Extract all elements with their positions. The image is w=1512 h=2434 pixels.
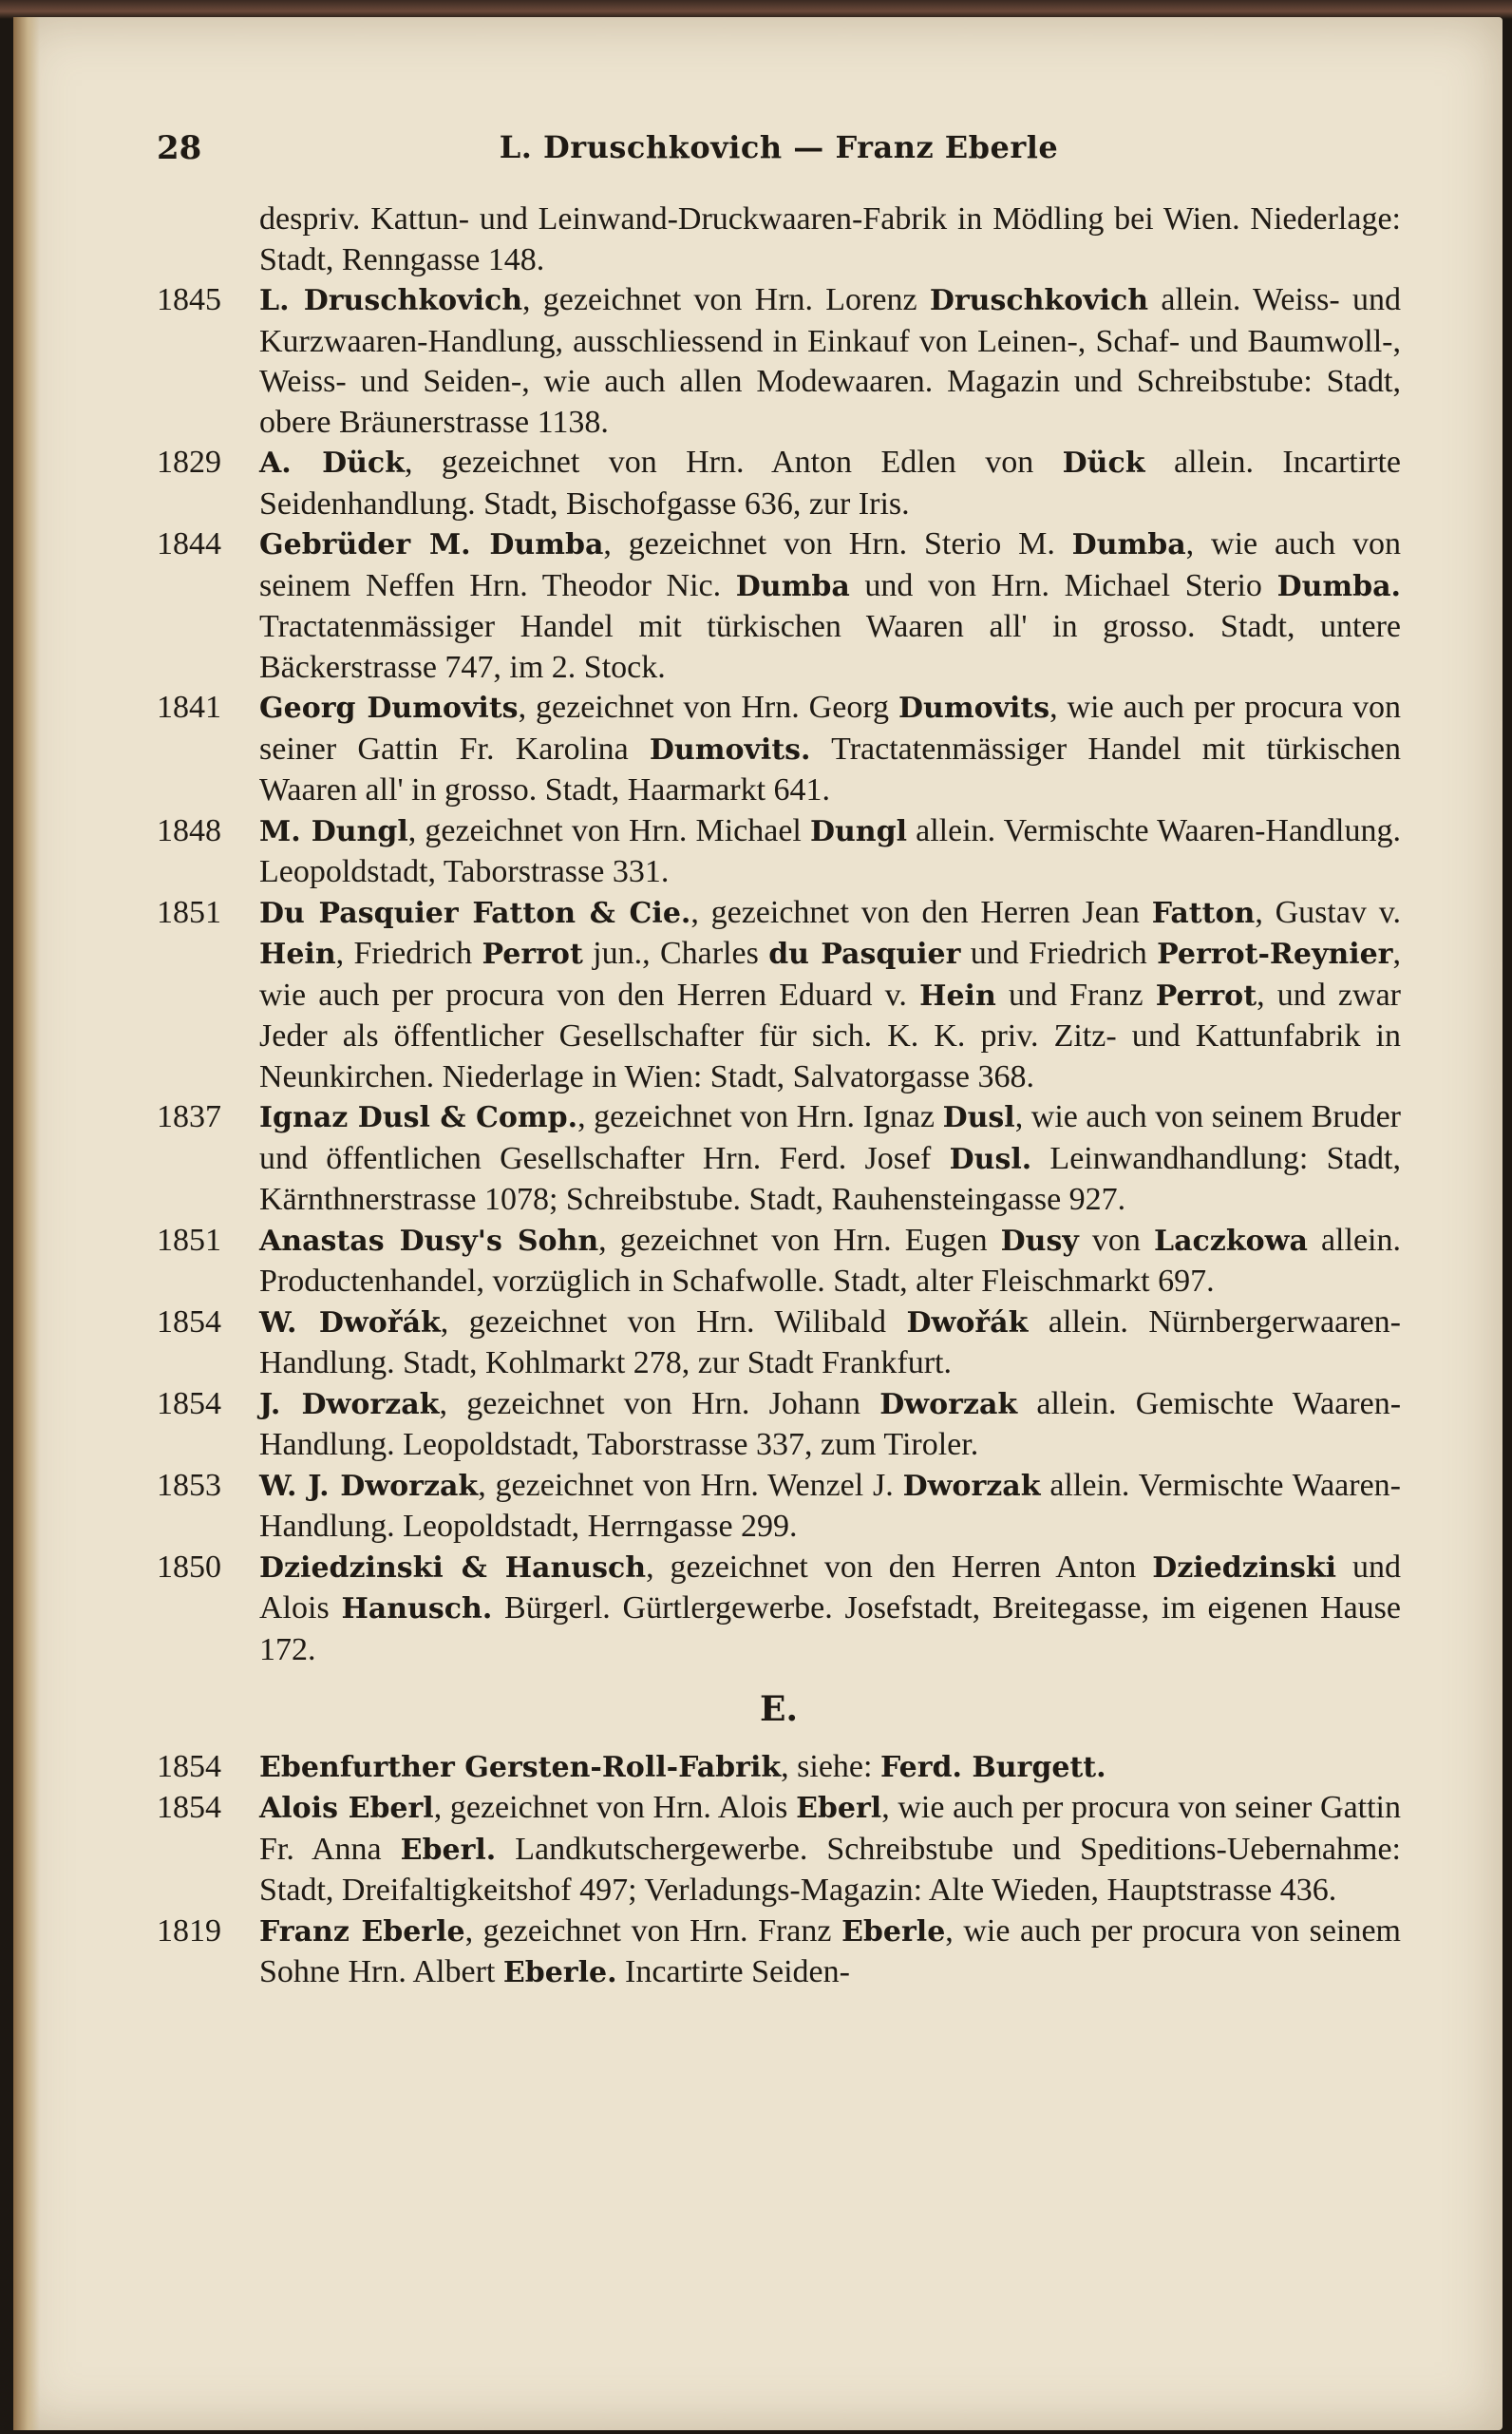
entry-segment: Leinwandhandlung: Stadt, Kärnthnerstrasse 1078; Schreibstube. Stadt, Rauhensteingasse 927. — [259, 1140, 1401, 1217]
entry-segment: , gezeichnet von Hrn. Wilibald — [440, 1303, 907, 1340]
entry-segment: allein. Nürnbergerwaaren-Handlung. Stadt, Kohlmarkt 278, zur Stadt Frankfurt. — [259, 1303, 1401, 1380]
firm-name: Dusl. — [949, 1142, 1032, 1176]
entry-segment: , gezeichnet von Hrn. Lorenz — [522, 282, 930, 317]
directory-entry — [157, 1466, 1401, 1548]
firm-name: Dungl — [809, 814, 907, 848]
entry-segment: und Friedrich — [960, 936, 1158, 971]
firm-name: Dück — [1062, 447, 1145, 480]
firm-name: Dumovits — [898, 692, 1050, 725]
entry-segment: , gezeichnet von Hrn. Georg — [518, 690, 898, 725]
firm-name: Dumba — [1071, 528, 1186, 561]
firm-name: Hanusch. — [341, 1592, 493, 1626]
firm-name: Druschkovich — [929, 284, 1149, 317]
entry-segment: , gezeichnet von Hrn. Wenzel J. — [478, 1467, 903, 1503]
entry-year: 1851 — [157, 1222, 221, 1258]
entry-segment: Incartirte Seiden- — [616, 1954, 850, 1989]
entry-year: 1848 — [157, 812, 221, 848]
entry-segment: Tractatenmässiger Handel mit türkischen Waaren all' in grosso. Stadt, Haarmarkt 641. — [259, 731, 1401, 808]
firm-name: Dworzak — [879, 1387, 1018, 1421]
entry-text — [259, 443, 1401, 524]
entry-text — [259, 1303, 1401, 1384]
directory-entry — [157, 688, 1401, 811]
entry-segment: allein. Vermischte Waaren-Handlung. Leopoldstadt, Taborstrasse 331. — [259, 812, 1401, 889]
firm-name: Georg Dumovits — [259, 692, 519, 725]
entry-segment: , wie auch per procura von den Herren Eduard v. — [259, 936, 1401, 1013]
entry-segment: Bürgerl. Gürtlergewerbe. Josefstadt, Breitegasse, im eigenen Hause 172. — [259, 1590, 1401, 1667]
firm-name: Ebenfurther Gersten-Roll-Fabrik — [259, 1750, 782, 1784]
entry-year: 1837 — [157, 1099, 221, 1134]
entry-year: 1845 — [157, 282, 221, 317]
entry-segment: , gezeichnet von den Herren Jean — [690, 894, 1152, 930]
firm-name: Dumovits. — [649, 732, 811, 767]
firm-name: A. Dück — [259, 447, 405, 480]
page-number: 28 — [157, 129, 202, 167]
firm-name: Dwořák — [906, 1305, 1029, 1340]
entry-text — [259, 1466, 1401, 1548]
entry-segment: , Gustav v. — [1255, 894, 1401, 930]
directory-entry — [157, 524, 1401, 688]
directory-entry — [157, 811, 1401, 893]
directory-entry — [157, 1303, 1401, 1384]
directory-entry — [157, 893, 1401, 1098]
entry-year: 1854 — [157, 1385, 221, 1421]
entry-segment: , gezeichnet von Hrn. Anton Edlen von — [404, 445, 1063, 480]
directory-entry — [157, 280, 1401, 443]
entry-segment: Landkutschergewerbe. Schreibstube und Speditions-Uebernahme: Stadt, Dreifaltigkeitshof 497; Verladungs-Magazin: Alte Wieden, Hauptstrasse 436. — [259, 1831, 1402, 1908]
entry-segment: , gezeichnet von Hrn. Alois — [433, 1790, 797, 1825]
firm-name: Eberle — [841, 1914, 946, 1949]
firm-name: W. J. Dworzak — [259, 1469, 479, 1503]
firm-name: Perrot-Reynier — [1157, 938, 1393, 971]
entries-d — [157, 200, 1401, 1670]
firm-name: Fatton — [1151, 896, 1256, 930]
entry-segment: , Friedrich — [335, 936, 482, 971]
entry-text — [259, 1097, 1401, 1221]
running-head: L. Druschkovich — Franz Eberle — [499, 129, 1059, 165]
entry-segment: , wie auch per procura von seiner Gattin Fr. Karolina — [259, 690, 1402, 767]
entry-segment: allein. Gemischte Waaren-Handlung. Leopoldstadt, Taborstrasse 337, zum Tiroler. — [259, 1385, 1402, 1462]
directory-entry — [157, 1747, 1401, 1789]
entry-year: 1841 — [157, 690, 221, 725]
firm-name: Dumba — [735, 569, 850, 603]
firm-name: Hein — [259, 938, 336, 971]
directory-entry — [157, 1384, 1401, 1466]
entry-text — [259, 1548, 1401, 1671]
firm-name: Perrot — [1155, 979, 1257, 1013]
firm-name: Dziedzinski & Hanusch — [259, 1550, 647, 1585]
firm-name: Gebrüder M. Dumba — [259, 528, 604, 561]
entry-text — [259, 280, 1401, 443]
entry-segment: und Alois — [259, 1549, 1401, 1626]
entry-year: 1850 — [157, 1549, 221, 1585]
entry-segment: , und zwar Jeder als öffentlicher Gesellschafter für sich. K. K. priv. Zitz- und Kattunfabrik in Neunkirchen. Niederlage in Wien: Stadt, Salvatorgasse 368. — [259, 977, 1401, 1094]
entry-text — [259, 524, 1401, 688]
firm-name: Eberl. — [400, 1833, 497, 1867]
entry-segment: , gezeichnet von Hrn. Sterio M. — [603, 526, 1072, 561]
entry-text — [259, 1221, 1401, 1303]
entry-year: 1853 — [157, 1467, 221, 1503]
entries-e — [157, 1747, 1401, 1994]
entry-year: 1854 — [157, 1790, 221, 1825]
directory-entry — [157, 1221, 1401, 1303]
firm-name: Ferd. Burgett. — [879, 1750, 1106, 1784]
entry-year: 1854 — [157, 1748, 221, 1784]
entry-year: 1851 — [157, 894, 221, 930]
firm-name: Eberl — [796, 1792, 882, 1825]
directory-entry — [157, 443, 1401, 524]
firm-name: du Pasquier — [768, 938, 961, 971]
entry-year: 1844 — [157, 526, 221, 561]
entry-year: 1854 — [157, 1303, 221, 1340]
firm-name: Dumba. — [1276, 569, 1401, 603]
firm-name: Dworzak — [902, 1469, 1041, 1503]
entry-text — [259, 1911, 1401, 1994]
firm-name: Eberle. — [502, 1956, 617, 1989]
entry-text — [259, 1384, 1401, 1466]
entry-segment: , gezeichnet von Hrn. Ignaz — [577, 1099, 943, 1134]
entry-segment: und von Hrn. Michael Sterio — [849, 567, 1277, 603]
entry-text — [259, 1747, 1401, 1789]
firm-name: Anastas Dusy's Sohn — [259, 1224, 599, 1258]
firm-name: Franz Eberle — [259, 1914, 465, 1949]
firm-name: Dusl — [942, 1101, 1015, 1134]
entry-year: 1819 — [157, 1912, 221, 1949]
entry-year: 1829 — [157, 445, 221, 480]
entry-segment: despriv. Kattun- und Leinwand-Druckwaaren-Fabrik in Mödling bei Wien. Niederlage: Stadt, Renngasse 148. — [259, 201, 1401, 277]
section-letter: E. — [760, 1689, 798, 1729]
entry-segment: , siehe: — [781, 1748, 880, 1784]
firm-name: L. Druschkovich — [259, 284, 523, 317]
entry-segment: und Franz — [995, 977, 1156, 1013]
firm-name: Laczkowa — [1153, 1224, 1308, 1258]
entry-segment: , wie auch von seinem Neffen Hrn. Theodor Nic. — [259, 526, 1401, 603]
directory-entry — [157, 1788, 1401, 1911]
firm-name: M. Dungl — [259, 814, 408, 848]
book-top-edge — [0, 0, 1512, 19]
entry-text — [259, 200, 1401, 280]
entry-segment: allein. Incartirte Seidenhandlung. Stadt, Bischofgasse 636, zur Iris. — [259, 445, 1402, 522]
firm-name: Hein — [919, 979, 996, 1013]
page-gutter — [13, 17, 40, 2430]
firm-name: Ignaz Dusl & Comp. — [259, 1101, 578, 1134]
firm-name: Dziedzinski — [1152, 1550, 1337, 1585]
entry-segment: , wie auch per procura von seiner Gattin Fr. Anna — [259, 1790, 1402, 1867]
firm-name: Du Pasquier Fatton & Cie. — [259, 896, 691, 930]
firm-name: W. Dwořák — [259, 1305, 441, 1340]
entry-segment: , wie auch per procura von seinem Sohne Hrn. Albert — [259, 1912, 1401, 1989]
entry-segment: , gezeichnet von Hrn. Johann — [439, 1385, 880, 1421]
entry-segment: , gezeichnet von Hrn. Eugen — [598, 1222, 1001, 1258]
entry-segment: jun., Charles — [582, 936, 769, 971]
firm-name: Dusy — [1000, 1224, 1079, 1258]
entry-segment: , gezeichnet von den Herren Anton — [646, 1549, 1153, 1585]
firm-name: Perrot — [482, 938, 583, 971]
entry-segment: , wie auch von seinem Bruder und öffentlichen Gesellschafter Hrn. Ferd. Josef — [259, 1099, 1401, 1176]
entry-segment: allein. Weiss- und Kurzwaaren-Handlung, ausschliessend in Einkauf von Leinen-, Schaf- und Baumwoll-, Weiss- und Seiden-, wie auch allen Modewaaren. Magazin und Schreibstube: Stadt, obere Bräunerstrasse 1138. — [259, 282, 1401, 440]
entry-text — [259, 1788, 1401, 1911]
entry-segment: allein. Vermischte Waaren-Handlung. Leopoldstadt, Herrngasse 299. — [259, 1467, 1402, 1544]
directory-entry — [157, 1548, 1401, 1671]
directory-entry — [157, 200, 1401, 280]
directory-entries — [157, 200, 1401, 1994]
entry-segment: von — [1078, 1222, 1154, 1258]
page-header — [157, 129, 1401, 177]
entry-text — [259, 811, 1401, 893]
entry-segment: Tractatenmässiger Handel mit türkischen Waaren all' in grosso. Stadt, untere Bäckerstrasse 747, im 2. Stock. — [259, 609, 1401, 685]
firm-name: Alois Eberl — [259, 1792, 434, 1825]
entry-text — [259, 688, 1401, 811]
entry-segment: allein. Productenhandel, vorzüglich in Schafwolle. Stadt, alter Fleischmarkt 697. — [259, 1222, 1401, 1299]
entry-segment: , gezeichnet von Hrn. Michael — [407, 812, 810, 848]
directory-entry — [157, 1097, 1401, 1221]
directory-entry — [157, 1911, 1401, 1994]
entry-segment: , gezeichnet von Hrn. Franz — [464, 1912, 842, 1949]
firm-name: J. Dworzak — [259, 1387, 440, 1421]
entry-text — [259, 893, 1401, 1098]
entry-year — [157, 200, 259, 280]
